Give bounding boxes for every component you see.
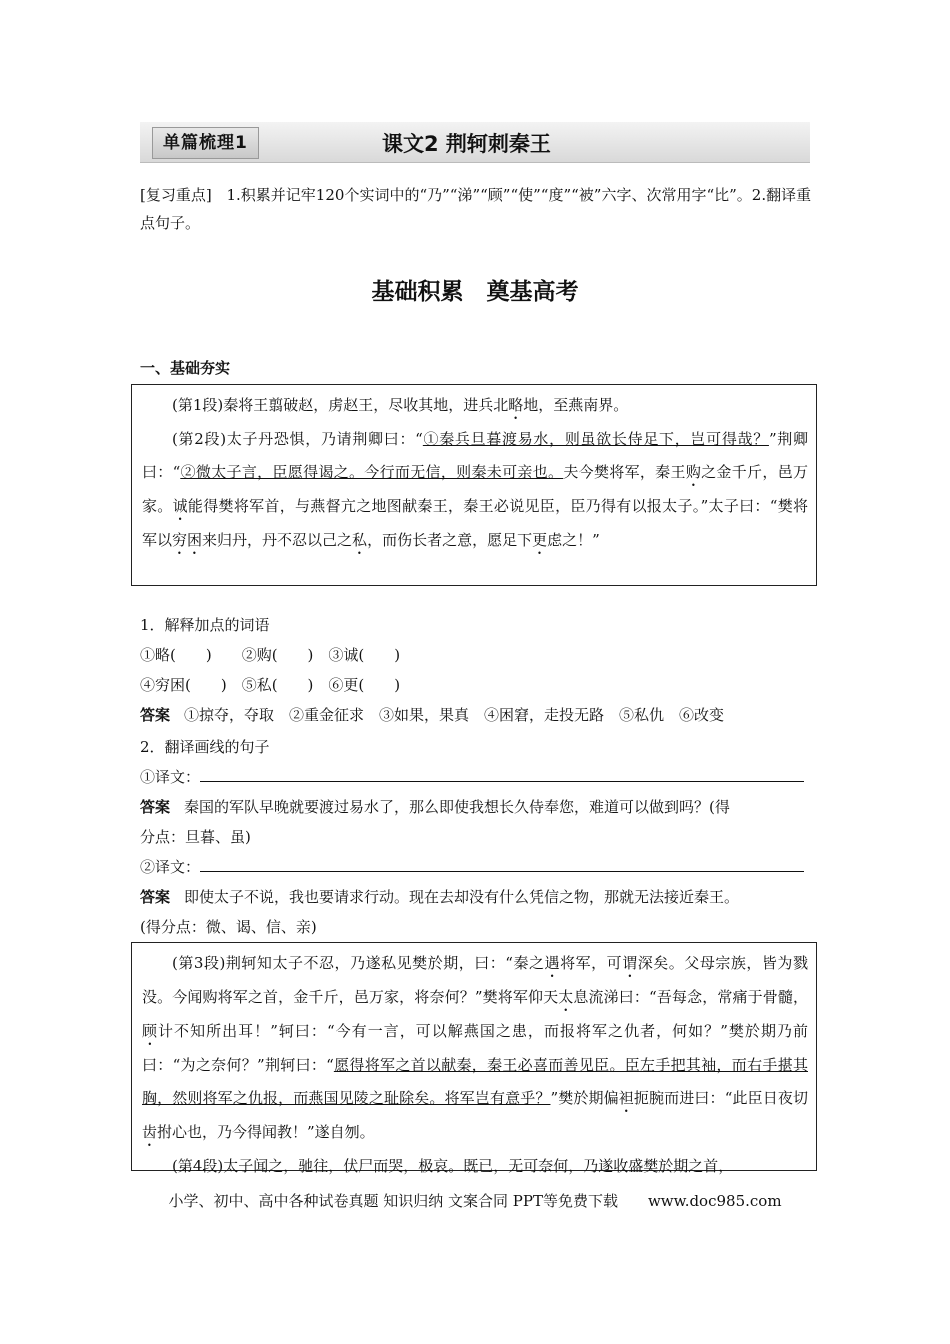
question-1 <box>140 610 815 730</box>
underlined-sentence-2: ②微太子言，臣愿得谒之。今行而无信，则秦未可亲也。 <box>180 462 564 481</box>
sub-heading: 一、基础夯实 <box>140 359 231 377</box>
answer-blank[interactable] <box>200 853 804 872</box>
review-text: 1.积累并记牢120个实词中的“乃”“涕”“顾”“使”“度”“被”六字、次常用字“比”。2.翻译重点句子。 <box>140 186 812 232</box>
passage-box-1 <box>131 384 817 586</box>
section-title: 基础积累 奠基高考 <box>371 279 579 305</box>
paragraph-3: (第3段)荆轲知太子不忍，乃遂私见樊於期，曰：“秦之遇将军，可谓深矣。父母宗族，皆为戮没。今闻购将军之首，金千斤，邑万家，将奈何？”樊将军仰天太息流涕曰：“吾每念，常痛于骨髓，顾计不知所出耳！”轲曰：“今有一言，可以解燕国之患，而报将军之仇者，何如？”樊於期乃前曰：“为之奈何？”荆轲曰：“愿得将军之首以献秦，秦王必喜而善见臣。臣左手把其袖，而右手揕其胸，然则将军之仇报，而燕国见陵之耻除矣。将军岂有意乎？”樊於期偏袒扼腕而进曰：“此臣日夜切齿拊心也，乃今得闻教！”遂自刎。 <box>142 954 808 1141</box>
review-focus <box>140 181 812 237</box>
unit-tag: 单篇梳理1 <box>152 127 259 159</box>
translation-2: ②译文： <box>140 852 815 882</box>
paragraph-4: (第4段)太子闻之，驰往，伏尸而哭，极哀。既已，无可奈何，乃遂收盛樊於期之首， <box>172 1156 734 1175</box>
review-label: [复习重点] <box>140 186 212 204</box>
translation-1: ①译文： <box>140 762 815 792</box>
answer-label: 答案 <box>140 706 171 724</box>
answer-text: 即使太子不说，我也要请求行动。现在去却没有什么凭信之物，那就无法接近秦王。 <box>184 888 740 906</box>
question-title: 1．解释加点的词语 <box>140 616 270 634</box>
answer-text: 秦国的军队早晚就要渡过易水了，那么即使我想长久侍奉您，难道可以做到吗？(得 <box>184 798 730 816</box>
paragraph-1: (第1段)秦将王翦破赵，虏赵王，尽收其地，进兵北略地，至燕南界。 <box>172 396 629 414</box>
underlined-sentence-1: ①秦兵旦暮渡易水，则虽欲长侍足下，岂可得哉？ <box>422 430 769 448</box>
answer-cont: 分点：旦暮、虽) <box>140 828 251 846</box>
answer-label: 答案 <box>140 888 171 906</box>
paragraph-2: (第2段)太子丹恐惧，乃请荆卿曰：“①秦兵旦暮渡易水，则虽欲长侍足下，岂可得哉？”荆卿曰：“②微太子言，臣愿得谒之。今行而无信，则秦未可亲也。夫今樊将军，秦王购之金千斤，邑万家。诚能得樊将军首，与燕督亢之地图献秦王，秦王必说见臣，臣乃得有以报太子。”太子曰：“樊将军以穷困来归丹，丹不忍以己之私，而伤长者之意，愿足下更虑之！” <box>142 430 809 549</box>
question-title: 2．翻译画线的句子 <box>140 738 270 756</box>
answer-line <box>140 792 815 822</box>
question-2 <box>140 732 815 942</box>
underlined-sentence-3: 愿得将军之首以献秦，秦王必喜而善见臣。臣左手把其袖，而右手揕其胸，然则将军之仇报，而燕国见陵之耻除矣。将军岂有意乎？ <box>142 1056 808 1107</box>
answer-label: 答案 <box>140 798 171 816</box>
answer-cont: (得分点：微、谒、信、亲) <box>140 918 317 936</box>
answer-blank[interactable] <box>200 763 804 782</box>
passage-box-2 <box>131 942 817 1175</box>
answer-line <box>140 882 815 912</box>
footer: 小学、初中、高中各种试卷真题 知识归纳 文案合同 PPT等免费下载 www.doc985.com <box>168 1192 782 1210</box>
answer-text: ①掠夺，夺取 ②重金征求 ③如果，果真 ④困窘，走投无路 ⑤私仇 ⑥改变 <box>184 706 725 724</box>
question-row: ④穷困( ) ⑤私( ) ⑥更( ) <box>140 676 401 694</box>
answer-line <box>140 700 815 730</box>
question-row: ①略( ) ②购( ) ③诚( ) <box>140 646 401 664</box>
lesson-title: 课文2 荆轲刺秦王 <box>382 132 551 156</box>
